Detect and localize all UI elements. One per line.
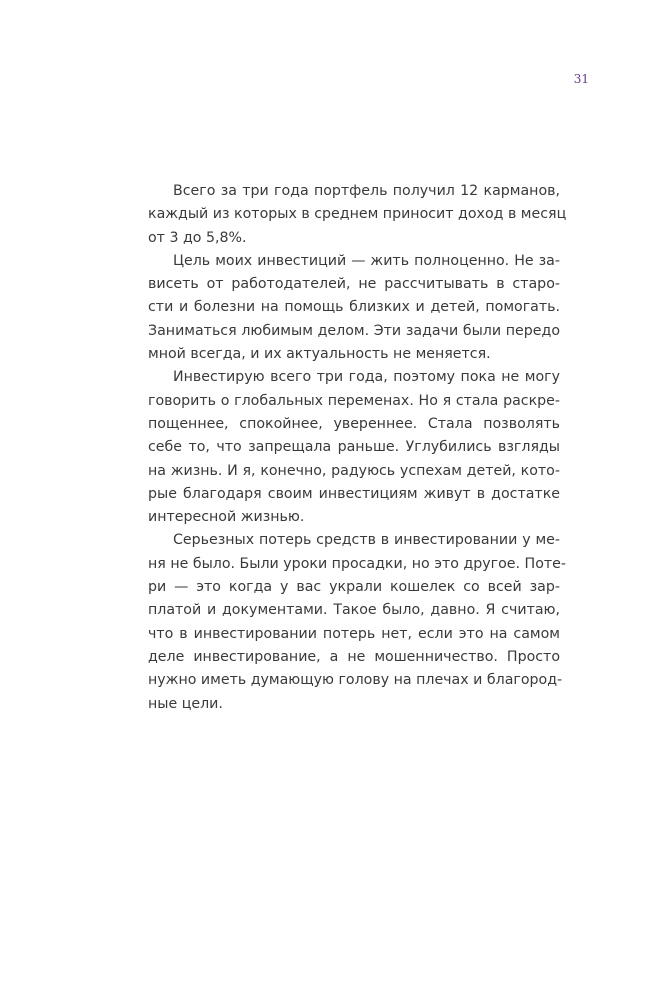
text-line: Всего за три года портфель получил 12 карманов, [173,183,560,199]
text-line: Заниматься любимым делом. Эти задачи были передо [148,322,560,339]
text-line: висеть от работодателей, не рассчитывать в старо- [148,276,560,293]
text-line: Цель моих инвестиций — жить полноценно. Не за- [173,252,560,269]
page-number: 31 [573,72,589,86]
text-line: мной всегда, и их актуальность не меняется. [148,346,491,363]
text-line: Инвестирую всего три года, поэтому пока не могу [173,369,560,386]
text-line: рые благодаря своим инвестициям живут в достатке [148,485,560,502]
paragraph-1 [148,180,567,250]
text-line: что в инвестировании потерь нет, если это на самом [148,625,560,642]
paragraph-3 [148,366,560,529]
text-line: Серьезных потерь средств в инвестировании у ме- [173,532,560,549]
paragraph-4 [148,529,567,715]
text-line: ные цели. [148,695,223,712]
text-line: интересной жизнью. [148,509,305,526]
body-text [148,180,567,716]
text-line: платой и документами. Такое было, давно. Я считаю, [148,602,560,619]
text-line: себе то, что запрещала раньше. Углубились взгляды [148,439,560,456]
text-line: сти и болезни на помощь близких и детей, помогать. [148,299,560,316]
text-line: ри — это когда у вас украли кошелек со всей зар- [148,579,560,596]
text-line: говорить о глобальных переменах. Но я стала раскре- [148,392,560,409]
text-line: каждый из которых в среднем приносит доход в месяц [148,206,567,223]
text-line: пощеннее, спокойнее, увереннее. Стала позволять [148,415,560,432]
text-line: ня не было. Были уроки просадки, но это другое. Поте- [148,555,567,572]
text-line: на жизнь. И я, конечно, радуюсь успехам детей, кото- [148,462,560,479]
text-line: от 3 до 5,8%. [148,229,247,246]
text-line: деле инвестирование, а не мошенничество. Просто [148,648,560,665]
paragraph-2 [148,250,560,366]
text-line: нужно иметь думающую голову на плечах и благород- [148,672,563,689]
